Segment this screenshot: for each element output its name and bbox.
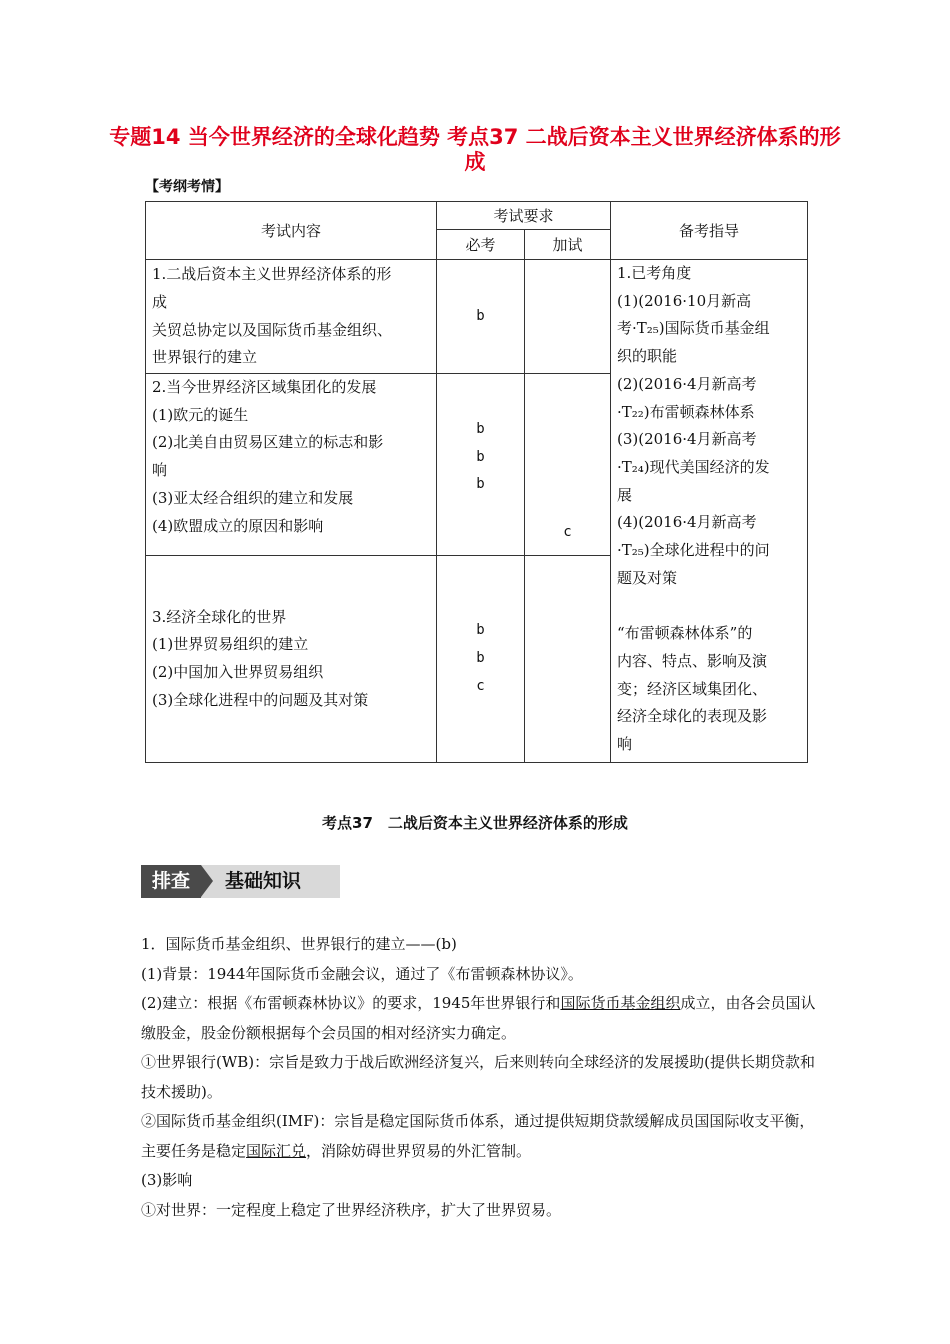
paragraph: (1)背景：1944年国际货币金融会议，通过了《布雷顿森林协议》。 xyxy=(141,964,583,983)
paragraph: ②国际货币基金组织(IMF)：宗旨是稳定国际货币体系，通过提供短期贷款缓解成员国国际收支平衡，主要任务是稳定国际汇兑，消除妨碍世界贸易的外汇管制。 xyxy=(141,1112,815,1160)
paragraph: (3)影响 xyxy=(141,1171,193,1189)
underlined-term: 国际汇兑 xyxy=(246,1141,307,1160)
header-guide: 备考指导 xyxy=(611,202,808,260)
row2-compulsory: b b b xyxy=(437,374,525,556)
row1-compulsory: b xyxy=(437,260,525,374)
underlined-term: 国际货币基金组织 xyxy=(560,994,681,1012)
page-title: 专题14 当今世界经济的全球化趋势 考点37 二战后资本主义世界经济体系的形成 xyxy=(109,125,841,174)
banner-arrow-icon xyxy=(201,865,213,897)
paragraph: ①对世界：一定程度上稳定了世界经济秩序，扩大了世界贸易。 xyxy=(141,1200,562,1219)
section-banner xyxy=(141,865,340,898)
row3-compulsory: b b c xyxy=(437,556,525,763)
exam-outline-table xyxy=(145,201,808,763)
row2-content: 2.当今世界经济区域集团化的发展 (1)欧元的诞生 (2)北美自由贸易区建立的标志和影 响 (3)亚太经合组织的建立和发展 (4)欧盟成立的原因和影响 xyxy=(146,374,437,556)
header-requirement: 考试要求 xyxy=(437,202,611,230)
paragraph: (2)建立：根据《布雷顿森林协议》的要求，1945年世界银行和国际货币基金组织成立，由各会员国认缴股金，股金份额根据每个会员国的相对经济实力确定。 xyxy=(141,994,816,1042)
banner-left: 排查 xyxy=(141,865,201,898)
row3-content: 3.经济全球化的世界 (1)世界贸易组织的建立 (2)中国加入世界贸易组织 (3)全球化进程中的问题及其对策 xyxy=(146,556,437,763)
guide-cell: 1.已考角度 (1)(2016·10月新高 考·T₂₅)国际货币基金组 织的职能 (2)(2016·4月新高考 ·T₂₂)布雷顿森林体系 (3)(2016·4月新高考 ·T₂₄)现代美国经济的发 展 (4)(2016·4月新高考 ·T₂₅)全球化进程中的问 题及对策 “布雷顿森林体系”的 内容、特点、影响及演 变；经济区域集团化、 经济全球化的表现及影 响 xyxy=(611,260,808,763)
row1-content: 1.二战后资本主义世界经济体系的形 成 关贸总协定以及国际货币基金组织、 世界银行的建立 xyxy=(146,260,437,374)
row2-extra: c xyxy=(525,374,611,556)
exam-outline-label: 【考纲考情】 xyxy=(145,179,229,195)
header-compulsory: 必考 xyxy=(437,230,525,260)
row3-extra xyxy=(525,556,611,763)
row1-extra xyxy=(525,260,611,374)
header-content: 考试内容 xyxy=(146,202,437,260)
banner-right: 基础知识 xyxy=(225,870,302,892)
body-content xyxy=(141,930,821,1225)
paragraph: ①世界银行(WB)：宗旨是致力于战后欧洲经济复兴，后来则转向全球经济的发展援助(提供长期贷款和技术援助)。 xyxy=(141,1053,816,1101)
section-title: 考点37 二战后资本主义世界经济体系的形成 xyxy=(322,814,628,832)
paragraph: 1．国际货币基金组织、世界银行的建立——(b) xyxy=(141,935,457,953)
header-extra: 加试 xyxy=(525,230,611,260)
